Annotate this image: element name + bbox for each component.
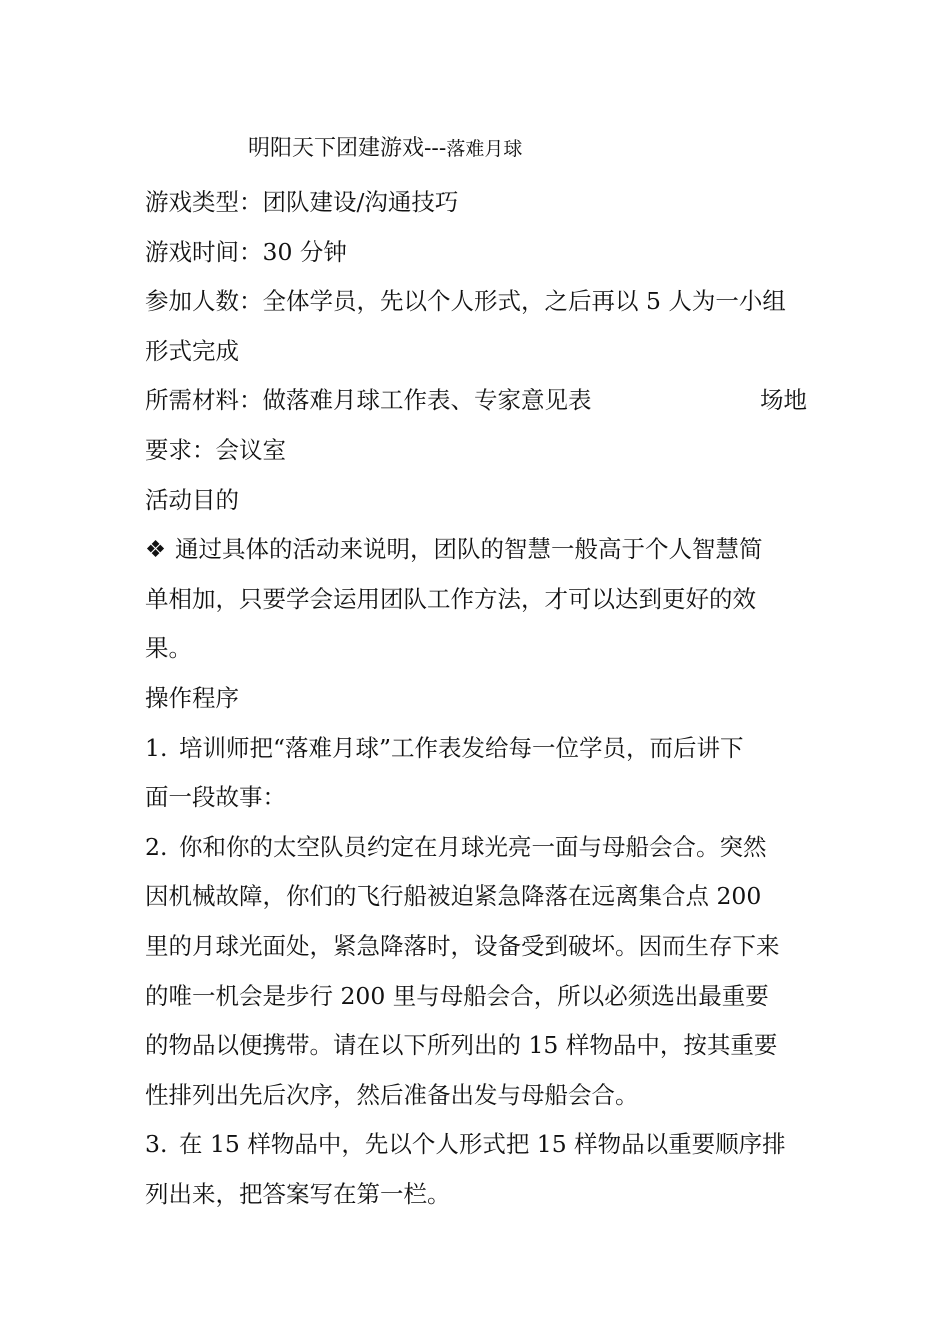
step-2-line-4: 的唯一机会是步行 200 里与母船会合，所以必须选出最重要	[145, 981, 769, 1010]
objective-heading: 活动目的	[145, 485, 239, 514]
objective-line-2: 单相加，只要学会运用团队工作方法，才可以达到更好的效	[145, 584, 756, 613]
step-1-line-1	[145, 724, 807, 774]
step-2-text-1: 你和你的太空队员约定在月球光亮一面与母船会合。突然	[179, 832, 767, 861]
document-body	[145, 178, 807, 1219]
procedure-heading: 操作程序	[145, 683, 239, 712]
materials-line	[145, 376, 807, 426]
step-3-text-1: 在 15 样物品中，先以个人形式把 15 样物品以重要顺序排	[179, 1130, 786, 1159]
materials-text: 所需材料：做落难月球工作表、专家意见表	[145, 386, 592, 415]
title-main: 明阳天下团建游戏---	[248, 136, 447, 161]
game-time: 游戏时间：30 分钟	[145, 237, 347, 266]
step-1-number: 1.	[145, 733, 168, 762]
objective-line-1	[145, 525, 807, 575]
step-3-line-2: 列出来，把答案写在第一栏。	[145, 1179, 451, 1208]
diamond-bullet-icon: ❖	[145, 535, 167, 564]
objective-text-1: 通过具体的活动来说明，团队的智慧一般高于个人智慧简	[175, 535, 763, 564]
game-type: 游戏类型：团队建设/沟通技巧	[145, 188, 459, 216]
step-2-line-1	[145, 823, 807, 873]
step-1-text-1: 培训师把“落难月球”工作表发给每一位学员，而后讲下	[179, 733, 744, 762]
step-2-line-5: 的物品以便携带。请在以下所列出的 15 样物品中，按其重要	[145, 1031, 778, 1060]
step-2-line-2: 因机械故障，你们的飞行船被迫紧急降落在远离集合点 200	[145, 882, 762, 911]
step-1-line-2: 面一段故事：	[145, 783, 286, 812]
step-2-number: 2.	[145, 832, 168, 861]
participants-line-2: 形式完成	[145, 336, 239, 365]
step-3-line-1	[145, 1120, 807, 1170]
document-title	[248, 132, 522, 166]
step-2-line-3: 里的月球光面处，紧急降落时，设备受到破坏。因而生存下来	[145, 931, 780, 960]
venue-label-start: 场地	[760, 386, 807, 415]
step-3-number: 3.	[145, 1130, 168, 1159]
title-sub: 落难月球	[446, 138, 523, 160]
participants-line-1: 参加人数：全体学员，先以个人形式，之后再以 5 人为一小组	[145, 287, 786, 316]
step-2-line-6: 性排列出先后次序，然后准备出发与母船会合。	[145, 1080, 639, 1109]
venue-requirement: 要求：会议室	[145, 435, 286, 464]
objective-line-3: 果。	[145, 634, 192, 663]
